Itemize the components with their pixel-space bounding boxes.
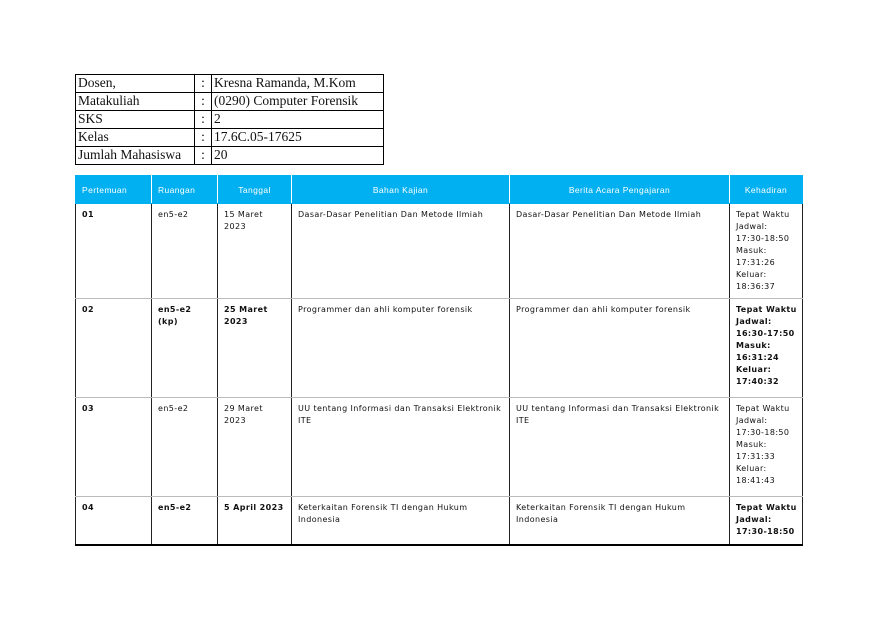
- column-header-pertemuan: Pertemuan: [76, 176, 152, 204]
- kehadiran-jadwal-label: Jadwal:: [736, 416, 768, 425]
- info-separator: :: [195, 147, 212, 165]
- kehadiran-jadwal-label: Jadwal:: [736, 515, 772, 524]
- cell-bahan-kajian: Programmer dan ahli komputer forensik: [292, 299, 510, 398]
- cell-bahan-kajian: Keterkaitan Forensik TI dengan Hukum Indonesia: [292, 497, 510, 546]
- cell-tanggal: 29 Maret 2023: [218, 398, 292, 497]
- kehadiran-status: Tepat Waktu: [736, 305, 797, 314]
- cell-tanggal: 15 Maret 2023: [218, 204, 292, 299]
- kehadiran-status: Tepat Waktu: [736, 503, 797, 512]
- cell-pertemuan: 04: [76, 497, 152, 546]
- cell-ruangan: en5-e2: [152, 398, 218, 497]
- cell-ruangan: en5-e2: [152, 204, 218, 299]
- table-row: [76, 497, 803, 546]
- cell-kehadiran: [730, 204, 803, 299]
- kehadiran-status: Tepat Waktu: [736, 404, 790, 413]
- info-key: Kelas: [76, 129, 195, 147]
- info-row-dosen: [76, 75, 384, 93]
- kehadiran-jadwal: 17:30-18:50: [736, 428, 790, 437]
- column-header-ruangan: Ruangan: [152, 176, 218, 204]
- info-separator: :: [195, 93, 212, 111]
- cell-pertemuan: 01: [76, 204, 152, 299]
- info-row-kelas: [76, 129, 384, 147]
- info-value: Kresna Ramanda, M.Kom: [212, 75, 384, 93]
- kehadiran-jadwal: 17:30-18:50: [736, 234, 790, 243]
- column-header-berita-acara: Berita Acara Pengajaran: [510, 176, 730, 204]
- cell-tanggal: 5 April 2023: [218, 497, 292, 546]
- info-value: (0290) Computer Forensik: [212, 93, 384, 111]
- info-value: 20: [212, 147, 384, 165]
- info-separator: :: [195, 111, 212, 129]
- info-key: SKS: [76, 111, 195, 129]
- table-row: [76, 398, 803, 497]
- cell-bahan-kajian: Dasar-Dasar Penelitian Dan Metode Ilmiah: [292, 204, 510, 299]
- info-row-matakuliah: [76, 93, 384, 111]
- cell-pertemuan: 02: [76, 299, 152, 398]
- info-row-jumlah-mahasiswa: [76, 147, 384, 165]
- info-key: Dosen,: [76, 75, 195, 93]
- info-separator: :: [195, 75, 212, 93]
- course-info-table: [75, 74, 384, 165]
- kehadiran-jadwal-label: Jadwal:: [736, 222, 768, 231]
- attendance-table: [75, 175, 803, 546]
- kehadiran-masuk: 17:31:33: [736, 452, 776, 461]
- cell-pertemuan: 03: [76, 398, 152, 497]
- kehadiran-keluar-label: Keluar:: [736, 365, 772, 374]
- kehadiran-masuk-label: Masuk:: [736, 246, 767, 255]
- info-key: Matakuliah: [76, 93, 195, 111]
- cell-tanggal: 25 Maret 2023: [218, 299, 292, 398]
- table-header-row: [76, 176, 803, 204]
- kehadiran-masuk-label: Masuk:: [736, 440, 767, 449]
- cell-berita-acara: Dasar-Dasar Penelitian Dan Metode Ilmiah: [510, 204, 730, 299]
- column-header-kehadiran: Kehadiran: [730, 176, 803, 204]
- kehadiran-jadwal-label: Jadwal:: [736, 317, 772, 326]
- kehadiran-masuk: 16:31:24: [736, 353, 779, 362]
- cell-berita-acara: UU tentang Informasi dan Transaksi Elektronik ITE: [510, 398, 730, 497]
- cell-kehadiran: [730, 398, 803, 497]
- info-row-sks: [76, 111, 384, 129]
- cell-berita-acara: Keterkaitan Forensik TI dengan Hukum Indonesia: [510, 497, 730, 546]
- cell-kehadiran: [730, 497, 803, 546]
- kehadiran-status: Tepat Waktu: [736, 210, 790, 219]
- kehadiran-keluar: 17:40:32: [736, 377, 779, 386]
- kehadiran-jadwal: 16:30-17:50: [736, 329, 795, 338]
- table-row: [76, 204, 803, 299]
- column-header-tanggal: Tanggal: [218, 176, 292, 204]
- kehadiran-keluar: 18:41:43: [736, 476, 776, 485]
- cell-ruangan: en5-e2 (kp): [152, 299, 218, 398]
- kehadiran-keluar-label: Keluar:: [736, 464, 767, 473]
- info-key: Jumlah Mahasiswa: [76, 147, 195, 165]
- kehadiran-keluar-label: Keluar:: [736, 270, 767, 279]
- table-row: [76, 299, 803, 398]
- info-value: 17.6C.05-17625: [212, 129, 384, 147]
- cell-kehadiran: [730, 299, 803, 398]
- kehadiran-keluar: 18:36:37: [736, 282, 776, 291]
- column-header-bahan-kajian: Bahan Kajian: [292, 176, 510, 204]
- info-separator: :: [195, 129, 212, 147]
- info-value: 2: [212, 111, 384, 129]
- kehadiran-jadwal: 17:30-18:50: [736, 527, 795, 536]
- kehadiran-masuk: 17:31:26: [736, 258, 776, 267]
- kehadiran-masuk-label: Masuk:: [736, 341, 771, 350]
- cell-bahan-kajian: UU tentang Informasi dan Transaksi Elektronik ITE: [292, 398, 510, 497]
- cell-ruangan: en5-e2: [152, 497, 218, 546]
- cell-berita-acara: Programmer dan ahli komputer forensik: [510, 299, 730, 398]
